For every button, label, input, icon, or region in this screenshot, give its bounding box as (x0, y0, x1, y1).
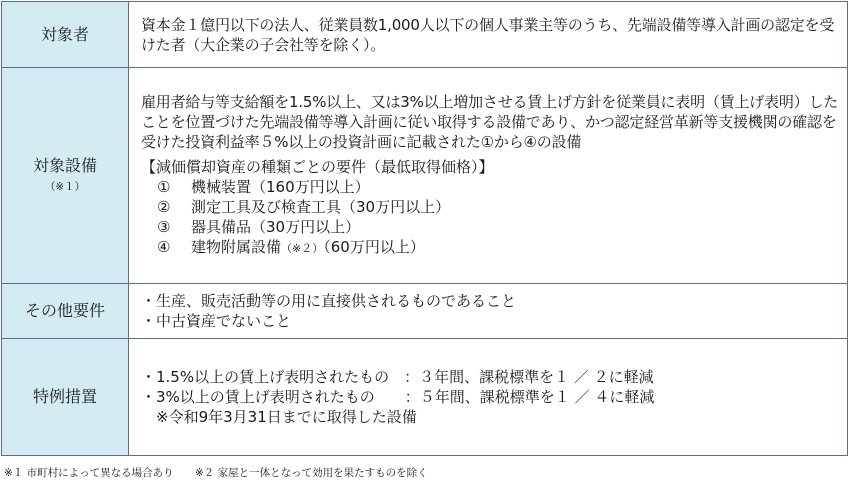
requirement-item (141, 197, 839, 217)
row-special (2, 339, 848, 456)
label-other: その他要件 (2, 284, 129, 339)
requirement-item (141, 237, 839, 259)
equipment-description: 雇用者給与等支給額を1.5%以上、又は3%以上増加させる賃上げ方針を従業員に表明（賃上げ表明）したことを位置づけた先端設備等導入計画に従い取得する設備であり、かつ認定経営革新等支援機関の確認を受けた投資利益率５%以上の投資計画に記載された①から④の設備 (141, 93, 839, 151)
other-item: ・中古資産でないこと (141, 312, 292, 330)
content-equipment (129, 68, 848, 284)
content-special (129, 339, 848, 456)
footnote: ※１ 市町村によって異なる場合あり (4, 467, 174, 479)
label-target: 対象者 (2, 2, 129, 68)
label-equipment (2, 68, 129, 284)
item-text: 建物附属設備 (191, 238, 282, 256)
content-target (129, 2, 848, 68)
row-equipment (2, 68, 848, 284)
label-equipment-text: 対象設備 (32, 156, 97, 175)
item-text: 機械装置（160万円以上） (191, 178, 370, 196)
item-text: 測定工具及び検査工具（30万円以上） (191, 198, 451, 216)
requirement-item (141, 177, 839, 197)
item-number: ② (157, 198, 171, 216)
item-text: 器具備品（30万円以上） (191, 218, 361, 236)
row-other (2, 284, 848, 339)
footnotes (4, 466, 428, 480)
requirements-heading: 【減価償却資産の種類ごとの要件（最低取得価格）】 (141, 158, 494, 176)
item-note: （※２） (281, 242, 324, 255)
requirements-table (1, 1, 848, 456)
item-number: ① (157, 178, 171, 196)
item-number: ③ (157, 218, 171, 236)
special-item: ・1.5%以上の賃上げ表明されたもの ：３年間、課税標準を１ ／ ２に軽減 (141, 368, 654, 386)
item-number: ④ (157, 238, 171, 256)
special-item: ・3%以上の賃上げ表明されたもの ：５年間、課税標準を１ ／ ４に軽減 (141, 388, 655, 406)
label-equipment-note: （※１） (44, 181, 86, 193)
footnote: ※２ 家屋と一体となって効用を果たすものを除く (194, 467, 428, 479)
target-text: 資本金１億円以下の法人、従業員数1,000人以下の個人事業主等のうち、先端設備等導入計画の認定を受けた者（大企業の子会社等を除く）。 (141, 15, 835, 54)
row-target (2, 2, 848, 68)
content-other (129, 284, 848, 339)
label-special: 特例措置 (2, 339, 129, 456)
requirement-item (141, 217, 839, 237)
other-item: ・生産、販売活動等の用に直接供されるものであること (141, 292, 517, 310)
special-item: ※令和9年3月31日までに取得した設備 (141, 408, 417, 426)
item-tail: （60万円以上） (323, 238, 425, 256)
